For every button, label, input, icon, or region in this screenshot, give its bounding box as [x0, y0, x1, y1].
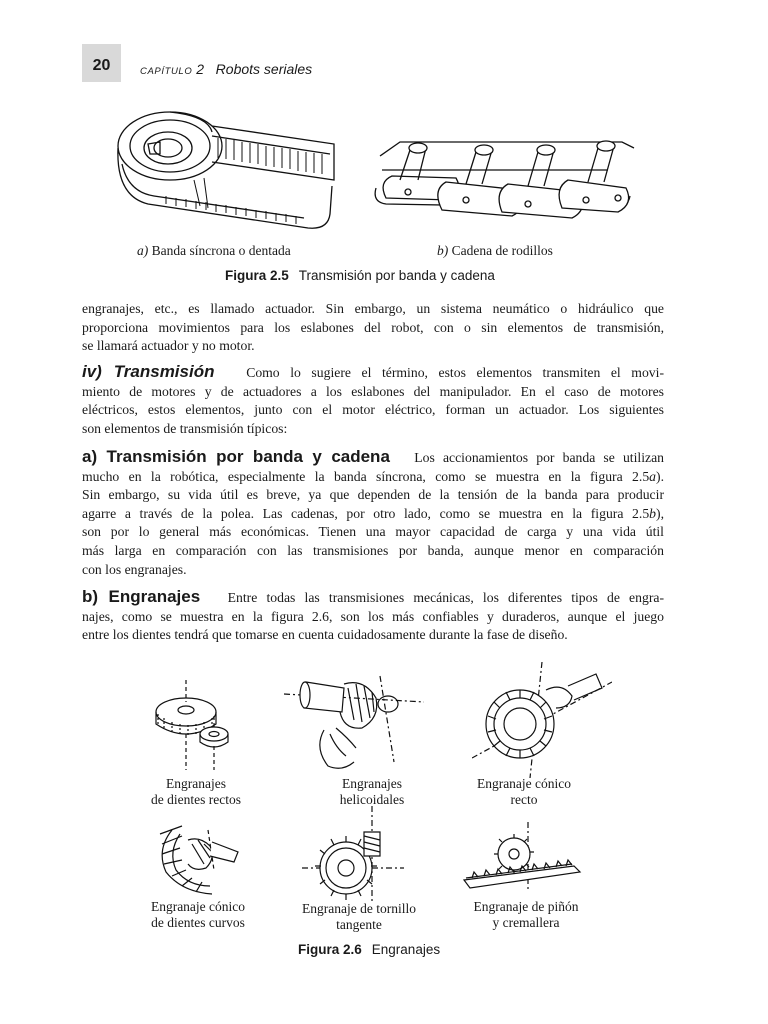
- figure-2-6-title: Figura 2.6 Engranajes: [298, 942, 441, 957]
- chain-link-plates: [383, 176, 629, 218]
- worm-gear-illustration: [300, 806, 410, 906]
- roller-chain-illustration: [372, 118, 636, 240]
- rack-and-pinion-illustration: [462, 822, 586, 892]
- figure-2-5-caption-b: b) Cadena de rodillos: [437, 243, 553, 258]
- spur-gears-illustration: [148, 672, 248, 772]
- helical-gears-illustration: [284, 668, 434, 774]
- gear-label-spur: Engranajes de dientes rectos: [151, 776, 241, 807]
- section-b-heading: b) Engranajes: [82, 587, 201, 606]
- running-header: [140, 61, 312, 77]
- section-iv-heading: iv) Transmisión: [82, 362, 215, 381]
- paragraph-1: engranajes, etc., es llamado actuador. Sin embargo, un sistema neumático o hidráulico que proporciona movimientos para los eslabones del robot, con o sin elementos de transmisión, se llamará actuador y no motor.: [82, 301, 664, 354]
- spiral-bevel-gear-illustration: [152, 820, 248, 900]
- gear-label-rack-pinion: Engranaje de piñón y cremallera: [473, 899, 579, 930]
- gear-label-helical: Engranajes helicoidales: [339, 776, 405, 807]
- timing-belt-illustration: [108, 96, 340, 242]
- chapter-number: 2: [196, 61, 204, 77]
- straight-bevel-gear-illustration: [472, 662, 612, 778]
- gear-label-worm: Engranaje de tornillo tangente: [302, 901, 416, 932]
- figure-2-5-title: Figura 2.5 Transmisión por banda y cadena: [225, 268, 495, 283]
- section-b-paragraph: b) Engranajes Entre todas las transmisiones mecánicas, los diferentes tipos de engra- najes, como se muestra en la figura 2.6, son los más confiables y duraderos, aunque el juego entre los dientes tendrá que tomarse en cuenta cuidadosamente durante la fase de diseño.: [82, 587, 665, 643]
- section-a-heading: a) Transmisión por banda y cadena: [82, 447, 390, 466]
- gear-label-spiral-bevel: Engranaje cónico de dientes curvos: [150, 899, 246, 930]
- figure-2-5-caption-a: a) Banda síncrona o dentada: [137, 243, 291, 258]
- chapter-title: Robots seriales: [215, 61, 313, 77]
- section-a-paragraph: a) Transmisión por banda y cadena Los accionamientos por banda se utilizan mucho en la robótica, especialmente la banda síncrona, como se muestra en la figura 2.5a). Sin embargo, su vida útil es breve, ya que dependen de la tensión de la banda para producir agarre a través de la polea. Las cadenas, por otro lado, como se muestra en la figura 2.5b), son por lo general más económicas. Tienen una mayor capacidad de carga y una vida útil más larga en comparación con las transmisiones por banda, aunque menor en comparación con los engranajes.: [82, 447, 664, 577]
- section-iv-paragraph: iv) Transmisión Como lo sugiere el término, estos elementos transmiten el movi- miento de motores y de actuadores a los eslabones del manipulador. En el caso de motores eléctricos, estos elementos, junto con el motor eléctrico, forman un actuador. Los siguientes son elementos de transmisión típicos:: [82, 362, 664, 436]
- chapter-label: CAPÍTULO: [140, 66, 193, 77]
- gear-label-straight-bevel: Engranaje cónico recto: [476, 776, 572, 807]
- page-number: 20: [92, 57, 111, 74]
